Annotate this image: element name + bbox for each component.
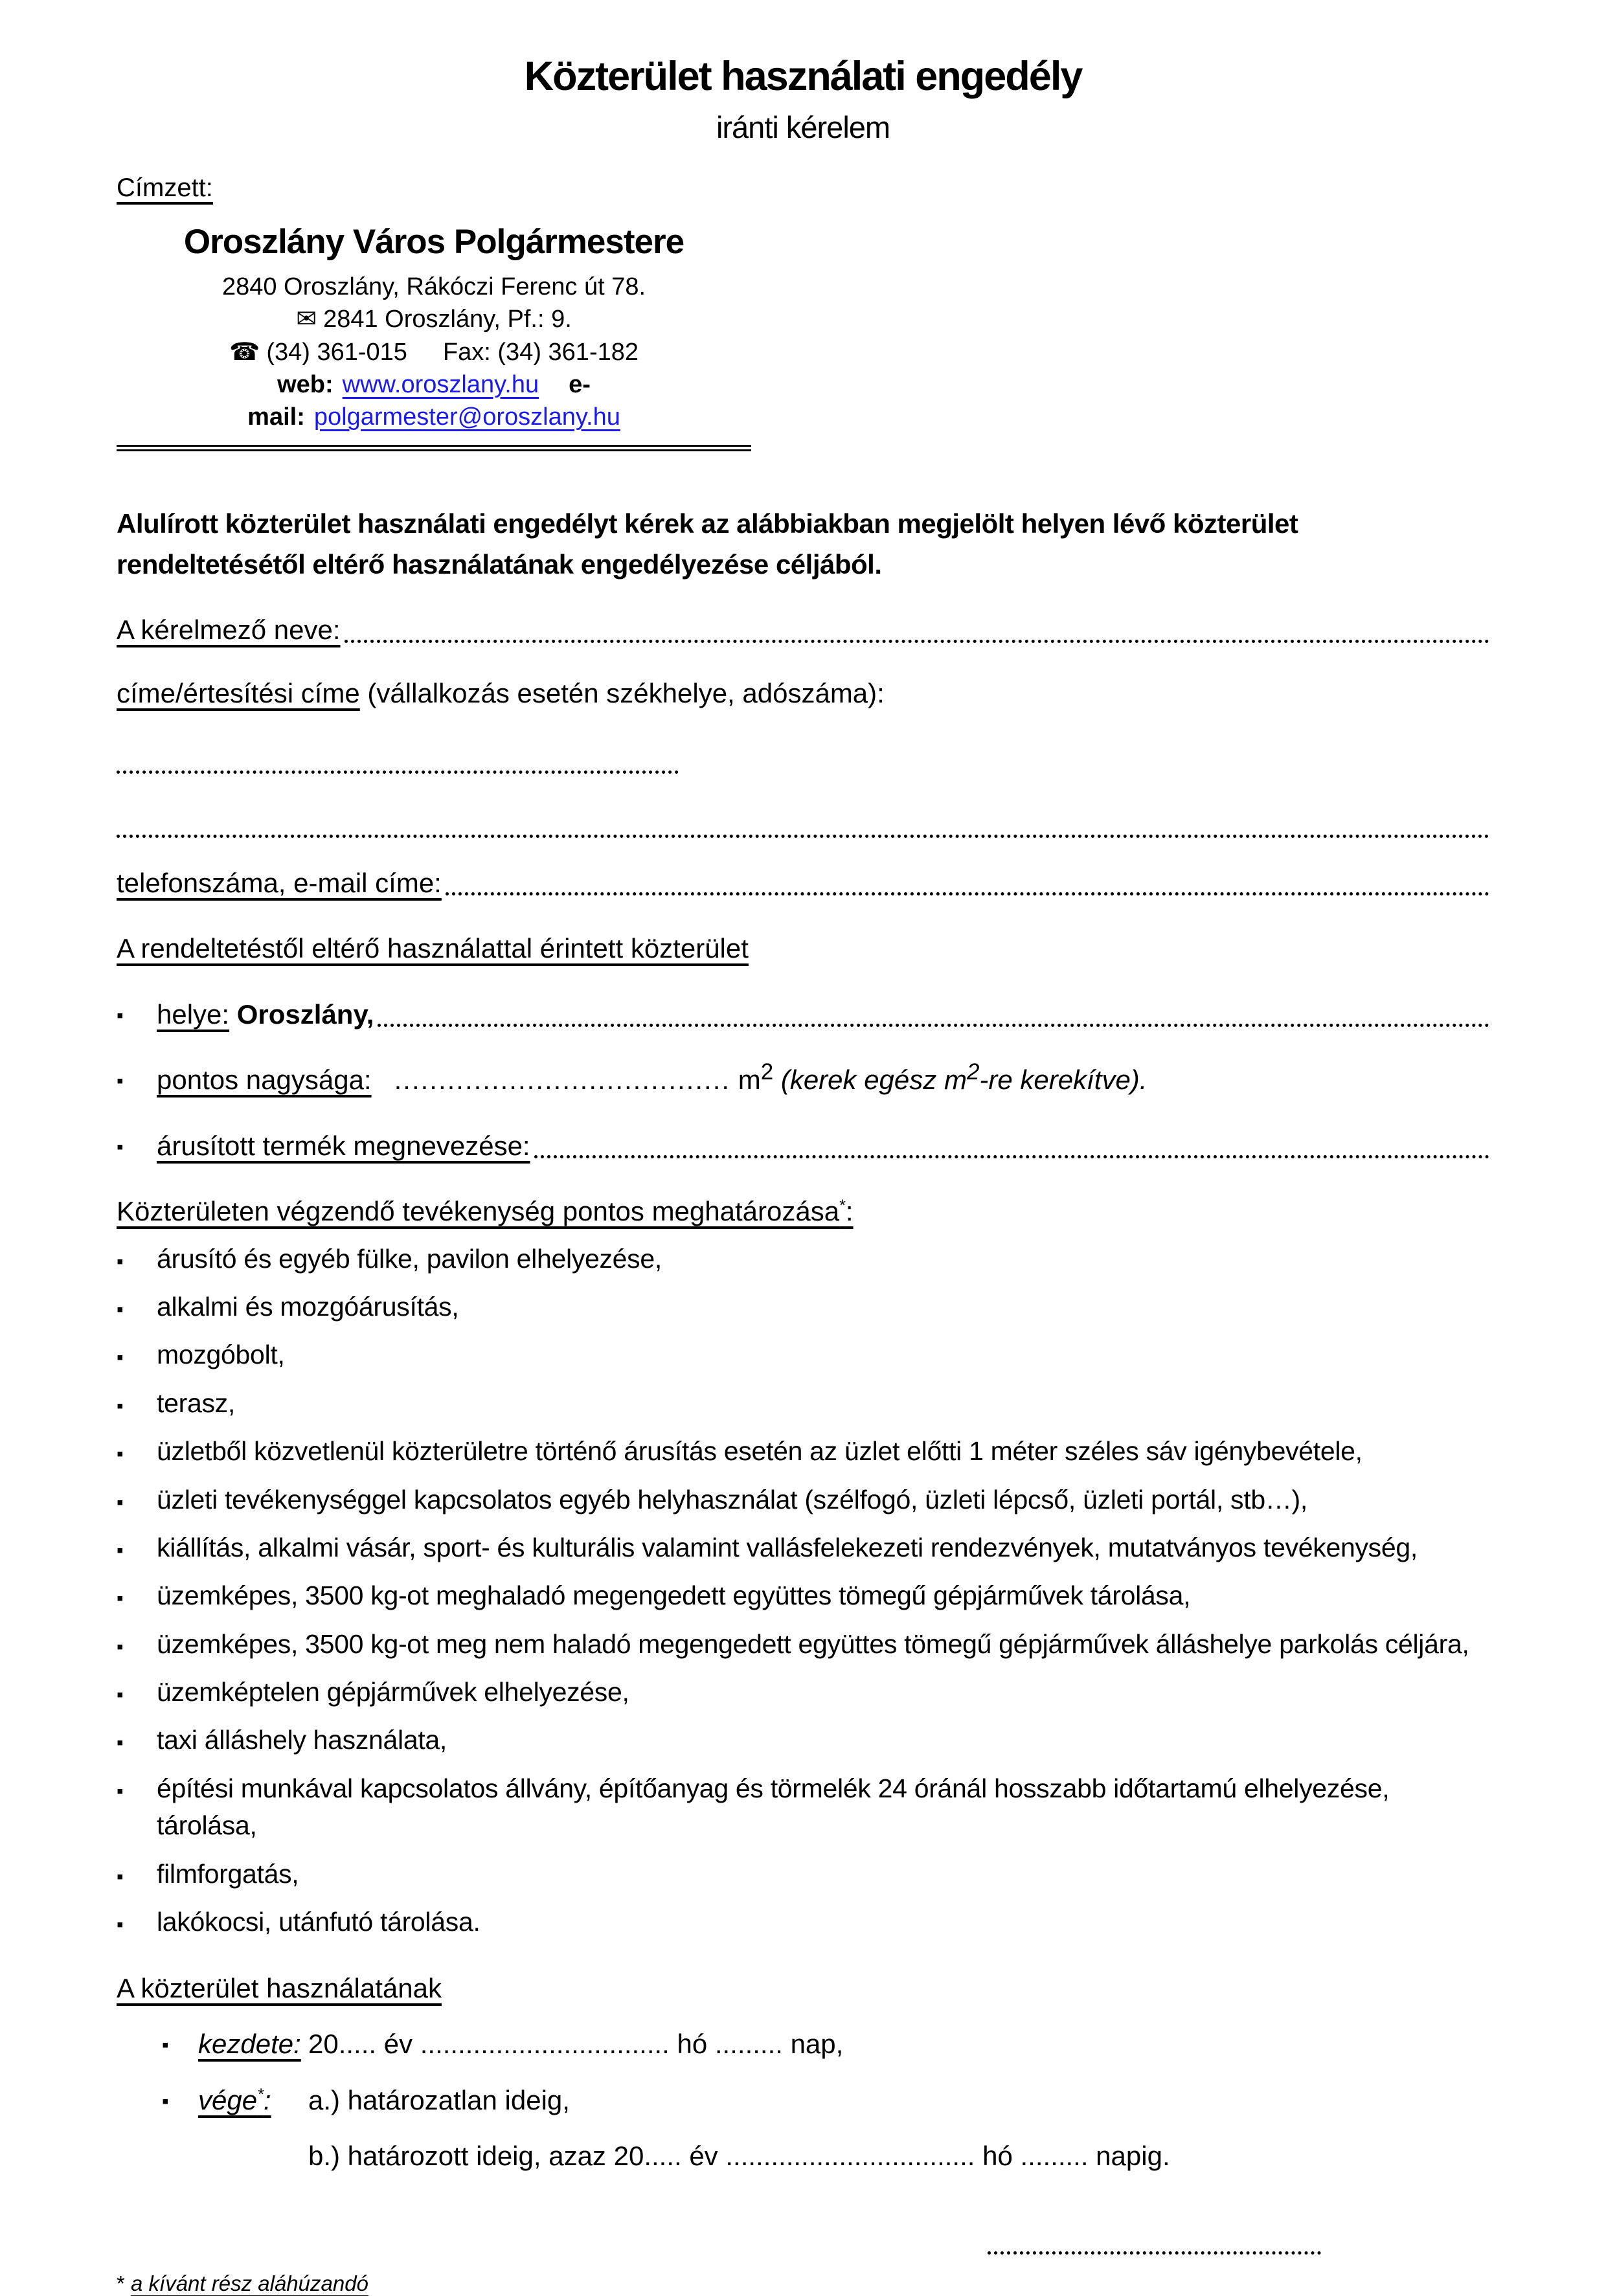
bullet-icon: ▪ bbox=[117, 1004, 124, 1026]
applicant-name-row bbox=[117, 612, 1489, 647]
recipient-pobox-row bbox=[117, 303, 751, 335]
bullet-icon: ▪ bbox=[162, 2090, 169, 2112]
list-item bbox=[117, 1241, 1489, 1277]
web-label: web: bbox=[277, 370, 334, 398]
activity-heading-asterisk: * bbox=[839, 1197, 846, 1215]
applicant-address-row bbox=[117, 675, 1489, 711]
bullet-icon: ▪ bbox=[117, 1684, 124, 1706]
activity-list bbox=[117, 1241, 1489, 1941]
bullet-icon: ▪ bbox=[117, 1914, 124, 1936]
recipient-web-row bbox=[117, 368, 751, 433]
bullet-icon: ▪ bbox=[117, 1443, 124, 1465]
list-item bbox=[117, 1856, 1489, 1893]
addressee-row bbox=[117, 174, 1489, 203]
recipient-phone: (34) 361-015 bbox=[266, 338, 407, 366]
list-item bbox=[117, 1529, 1489, 1566]
email-label: e-mail: bbox=[247, 370, 591, 431]
signature-line bbox=[988, 2251, 1321, 2255]
usage-start-label: kezdete: bbox=[198, 2028, 301, 2059]
usage-end-option-b: b.) határozott ideig, azaz 20..... év ................................. hó ......... napig. bbox=[308, 2141, 1170, 2172]
addressee-label: Címzett: bbox=[117, 174, 213, 203]
usage-start-value: 20..... év ................................. hó ......... nap, bbox=[308, 2028, 844, 2059]
size-row bbox=[117, 1059, 1489, 1097]
intro-line-2: rendeltetésétől eltérő használatának engedélyezése céljából. bbox=[117, 549, 882, 580]
bullet-icon: ▪ bbox=[117, 1780, 124, 1802]
bullet-icon: ▪ bbox=[162, 2034, 169, 2056]
bullet-icon: ▪ bbox=[117, 1136, 124, 1158]
usage-end-option-b-row bbox=[308, 2138, 1489, 2175]
bullet-icon: ▪ bbox=[117, 1588, 124, 1610]
list-item-text: terasz, bbox=[157, 1388, 235, 1418]
list-item-text: üzleti tevékenységgel kapcsolatos egyéb helyhasználat (szélfogó, üzleti lépcső, üzleti portál, stb…), bbox=[157, 1484, 1307, 1514]
applicant-address-label-rest: (vállalkozás esetén székhelye, adószáma): bbox=[359, 677, 885, 708]
list-item-text: üzemképes, 3500 kg-ot meghaladó megengedett együttes tömegű gépjárművek tárolása, bbox=[157, 1581, 1191, 1611]
list-item bbox=[117, 1770, 1489, 1845]
place-row bbox=[117, 996, 1489, 1032]
bullet-icon: ▪ bbox=[117, 1070, 124, 1092]
list-item-text: lakókocsi, utánfutó tárolása. bbox=[157, 1907, 481, 1937]
list-item-text: kiállítás, alkalmi vásár, sport- és kulturális valamint vallásfelekezeti rendezvények, mutatványos tevékenység, bbox=[157, 1532, 1418, 1562]
usage-end-option-a: a.) határozatlan ideig, bbox=[308, 2084, 570, 2115]
place-fill bbox=[378, 1024, 1489, 1027]
list-item bbox=[117, 1904, 1489, 1941]
bullet-icon: ▪ bbox=[117, 1347, 124, 1369]
place-label: helye: bbox=[157, 998, 230, 1030]
location-section-heading: A rendeltetéstől eltérő használattal érintett közterület bbox=[117, 933, 749, 964]
usage-end-asterisk: * bbox=[257, 2085, 264, 2104]
email-link[interactable]: polgarmester@oroszlany.hu bbox=[313, 403, 620, 431]
list-item-text: filmforgatás, bbox=[157, 1858, 299, 1889]
usage-start-row bbox=[162, 2026, 1489, 2063]
applicant-name-fill bbox=[345, 640, 1489, 643]
bullet-icon: ▪ bbox=[117, 1298, 124, 1320]
list-item bbox=[117, 1577, 1489, 1614]
address-fill-line-full bbox=[117, 835, 1489, 838]
bullet-icon: ▪ bbox=[117, 1395, 124, 1417]
recipient-block bbox=[117, 222, 751, 451]
recipient-phone-row bbox=[117, 336, 751, 368]
applicant-address-label: címe/értesítési címe bbox=[117, 677, 360, 708]
list-item-text: építési munkával kapcsolatos állvány, építőanyag és törmelék 24 óránál hosszabb időtartamú elhelyezése, tárolása, bbox=[157, 1773, 1390, 1841]
list-item bbox=[117, 1289, 1489, 1325]
list-item-text: taxi álláshely használata, bbox=[157, 1725, 447, 1755]
recipient-fax: (34) 361-182 bbox=[497, 338, 639, 366]
size-unit-sup: 2 bbox=[760, 1059, 774, 1085]
bullet-icon: ▪ bbox=[117, 1865, 124, 1887]
location-section-heading-row bbox=[117, 930, 1489, 966]
size-label: pontos nagysága: bbox=[157, 1064, 372, 1096]
phone-email-label: telefonszáma, e-mail címe: bbox=[117, 867, 442, 898]
size-note-2: -re kerekítve). bbox=[979, 1064, 1148, 1096]
bullet-icon: ▪ bbox=[117, 1539, 124, 1561]
size-note-1: (kerek egész m bbox=[773, 1064, 967, 1096]
recipient-pobox: 2841 Oroszlány, Pf.: 9. bbox=[323, 306, 572, 333]
page-subtitle: iránti kérelem bbox=[716, 110, 890, 145]
product-fill bbox=[534, 1155, 1489, 1158]
fax-label: Fax: bbox=[442, 338, 491, 366]
intro-paragraph bbox=[117, 503, 1489, 585]
list-item-text: árusító és egyéb fülke, pavilon elhelyezése, bbox=[157, 1243, 662, 1274]
size-fill-dots: ...................................... bbox=[394, 1064, 731, 1096]
place-value: Oroszlány, bbox=[236, 998, 374, 1030]
usage-end-label: vége bbox=[198, 2084, 258, 2115]
usage-end-row bbox=[162, 2082, 1489, 2119]
activity-section-heading-row bbox=[117, 1193, 1489, 1229]
address-fill-line-short bbox=[117, 771, 679, 774]
usage-section-heading-row bbox=[117, 1970, 1489, 2006]
phone-email-fill bbox=[446, 892, 1489, 895]
list-item-text: üzletből közvetlenül közterületre történő árusítás esetén az üzlet előtti 1 méter széles sáv igénybevétele, bbox=[157, 1436, 1363, 1467]
list-item bbox=[117, 1336, 1489, 1373]
recipient-name: Oroszlány Város Polgármestere bbox=[183, 223, 684, 262]
bullet-icon: ▪ bbox=[117, 1250, 124, 1272]
list-item bbox=[117, 1385, 1489, 1422]
recipient-address: 2840 Oroszlány, Rákóczi Ferenc út 78. bbox=[221, 273, 646, 301]
phone-email-row bbox=[117, 865, 1489, 901]
list-item-text: üzemképes, 3500 kg-ot meg nem haladó megengedett együttes tömegű gépjárművek álláshelye parkolás céljára, bbox=[157, 1628, 1469, 1659]
footnote bbox=[117, 2271, 1489, 2296]
footnote-text: a kívánt rész aláhúzandó bbox=[131, 2271, 368, 2295]
list-item bbox=[117, 1481, 1489, 1518]
product-row bbox=[117, 1128, 1489, 1164]
list-item bbox=[117, 1433, 1489, 1470]
page-title: Közterület használati engedély bbox=[524, 54, 1082, 99]
activity-section-heading: Közterületen végzendő tevékenység pontos meghatározása bbox=[117, 1196, 840, 1227]
list-item bbox=[117, 1722, 1489, 1759]
list-item bbox=[117, 1674, 1489, 1711]
size-note-sup: 2 bbox=[966, 1059, 980, 1085]
list-item-text: üzemképtelen gépjárművek elhelyezése, bbox=[157, 1677, 629, 1707]
usage-section-heading: A közterület használatának bbox=[117, 1973, 442, 2004]
footnote-asterisk: * bbox=[117, 2271, 125, 2295]
product-label: árusított termék megnevezése: bbox=[157, 1130, 530, 1161]
list-item-text: alkalmi és mozgóárusítás, bbox=[157, 1291, 459, 1322]
size-unit: m bbox=[738, 1064, 761, 1096]
usage-end-colon: : bbox=[263, 2084, 271, 2115]
bullet-icon: ▪ bbox=[117, 1491, 124, 1513]
activity-heading-colon: : bbox=[845, 1196, 854, 1227]
bullet-icon: ▪ bbox=[117, 1732, 124, 1754]
web-link[interactable]: www.oroszlany.hu bbox=[342, 370, 539, 398]
list-item-text: mozgóbolt, bbox=[157, 1340, 285, 1370]
intro-line-1: Alulírott közterület használati engedélyt kérek az alábbiakban megjelölt helyen lévő közterület bbox=[117, 508, 1298, 539]
phone-icon: ☎ bbox=[229, 338, 260, 366]
applicant-name-label: A kérelmező neve: bbox=[117, 614, 341, 646]
bullet-icon: ▪ bbox=[117, 1636, 124, 1658]
list-item bbox=[117, 1626, 1489, 1663]
envelope-icon: ✉ bbox=[296, 306, 317, 333]
